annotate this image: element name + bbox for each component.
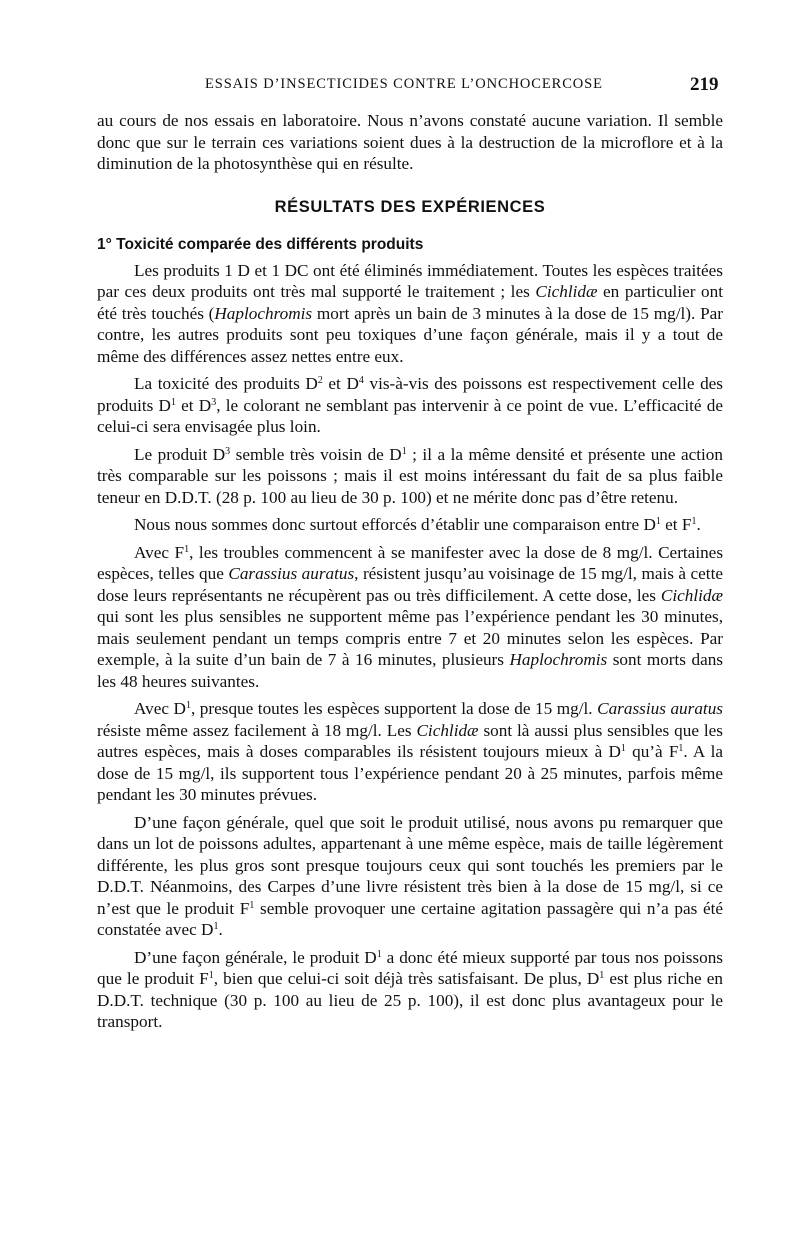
superscript: 4: [358, 375, 364, 386]
species-name: Cichlidæ: [416, 720, 479, 740]
superscript: 3: [225, 445, 231, 457]
text-run: sont là aussi plus sensibles que les autres espèces, mais à doses comparables ils résistent toujours mieux à D: [97, 720, 723, 761]
text-run: vis-à-vis des poissons est respectivement celle des produits D: [97, 374, 723, 415]
text-run: sont morts dans les 48 heures suivantes.: [97, 650, 723, 691]
running-title: ESSAIS D’INSECTICIDES CONTRE L’ONCHOCERCOSE: [205, 76, 603, 92]
paragraph-product-d3: [97, 444, 723, 509]
superscript: 1: [376, 948, 382, 960]
body-text: [97, 110, 723, 1039]
paragraph-product-f1: [97, 542, 723, 693]
text-run: et F: [660, 515, 692, 534]
text-run: Avec D: [134, 699, 186, 718]
paragraph-product-d1: [97, 698, 723, 806]
text-run: D’une façon générale, le produit D: [134, 947, 377, 967]
superscript: 1: [249, 899, 255, 911]
text-run: et D: [322, 374, 359, 393]
text-run: , résistent jusqu’au voisinage de 15 mg/l, mais à cette dose leurs représentants ne récupèrent pas ou très difficilement. A cette dose, les: [97, 564, 723, 605]
superscript: 1: [401, 445, 407, 457]
superscript: 1: [213, 921, 219, 932]
section-title: RÉSULTATS DES EXPÉRIENCES: [274, 197, 546, 216]
text-run: Nous nous sommes donc surtout efforcés d’établir une comparaison entre D: [134, 515, 656, 534]
superscript: 2: [317, 375, 323, 386]
text-run: et D: [175, 395, 212, 415]
text-run: , le colorant ne semblant pas intervenir à ce point de vue. L’efficacité de celui-ci sera envisagée plus loin.: [97, 395, 723, 436]
superscript: 3: [211, 396, 217, 408]
text-run: , les troubles commencent à se manifester avec la dose de 8 mg/l. Certaines espèces, telles que: [97, 542, 724, 583]
species-name: Cichlidæ: [660, 585, 723, 605]
subsection-title: 1° Toxicité comparée des différents produits: [97, 236, 424, 253]
superscript: 1: [185, 700, 191, 711]
superscript: 1: [678, 743, 684, 754]
text-run: semble provoquer une certaine agitation passagère qui n’a pas été constatée avec D: [97, 898, 723, 939]
superscript: 1: [691, 516, 697, 527]
paragraph-toxicity-1d-1dc: [97, 260, 723, 368]
text-run: résiste même assez facilement à 18 mg/l. Les: [97, 720, 417, 740]
text-run: , presque toutes les espèces supportent la dose de 15 mg/l.: [190, 699, 598, 718]
text-run: est plus riche en D.D.T. technique (30 p. 100 au lieu de 25 p. 100), il est donc plus avantageux pour le transport.: [97, 969, 724, 1031]
superscript: 1: [599, 970, 605, 981]
species-name: Carassius auratus: [228, 564, 355, 583]
superscript: 1: [655, 516, 661, 527]
paragraph-fish-size: [97, 812, 723, 941]
species-name: Cichlidæ: [535, 282, 598, 301]
text-run: La toxicité des produits D: [134, 374, 318, 393]
text-run: Le produit D: [134, 444, 226, 464]
text-run: D’une façon générale, quel que soit le produit utilisé, nous avons pu remarquer que dans un lot de poissons adultes, appartenant à une même espèce, mais de taille légèrement différente, les plus gros sont presque toujours ceux qui sont touchés les premiers par le D.D.T. Néanmoins, des Carpes d’une livre résistent très bien à la dose de 15 mg/l, si ce n’est que le produit F: [97, 812, 723, 918]
running-header: [0, 74, 800, 98]
text-run: Avec F: [134, 542, 185, 562]
superscript: 1: [208, 970, 214, 981]
paragraph-toxicity-d2-d4: [97, 373, 723, 438]
text-run: ; il a la même densité et présente une action très comparable sur les poissons ; mais il est moins intéressant du fait de sa plus faible teneur en D.D.T. (28 p. 100 au lieu de 30 p. 100) et ne mérite donc pas d’être retenu.: [97, 444, 723, 507]
species-name: Haplochromis: [214, 303, 313, 323]
text-run: mort après un bain de 3 minutes à la dose de 15 mg/l). Par contre, les autres produits sont peu toxiques d’une façon générale, mais il y a tout de même des différences assez nettes entre eux.: [97, 303, 724, 366]
paragraph-comparison-d1-f1: [97, 514, 723, 536]
text-run: semble très voisin de D: [230, 444, 402, 464]
text-run: .: [218, 920, 223, 939]
text-run: Les produits 1 D et 1 DC ont été éliminés immédiatement. Toutes les espèces traitées par ces deux produits ont très mal supporté le traitement ; les: [97, 260, 723, 301]
paragraph-conclusion: [97, 947, 723, 1033]
superscript: 1: [620, 743, 626, 754]
text-run: en particulier ont été très touchés (: [97, 282, 724, 323]
text-run: qui sont les plus sensibles ne supportent même pas l’expérience pendant les 30 minutes, mais seulement pendant un temps compris entre 7 et 20 minutes selon les espèces. Par exemple, à la suite d’un bain de 7 à 16 minutes, plusieurs: [97, 607, 723, 669]
superscript: 1: [170, 396, 176, 408]
text-run: .: [696, 515, 701, 534]
text-run: a donc été mieux supporté par tous nos poissons que le produit F: [97, 947, 723, 988]
intro-paragraph: au cours de nos essais en laboratoire. Nous n’avons constaté aucune variation. Il semble donc que sur le terrain ces variations soient dues à la destruction de la microflore et à la diminution de la photosynthèse qui en résulte.: [97, 111, 723, 173]
text-run: qu’à F: [625, 742, 679, 761]
species-name: Haplochromis: [509, 650, 608, 669]
text-run: , bien que celui-ci soit déjà très satisfaisant. De plus, D: [213, 969, 600, 988]
superscript: 1: [184, 543, 190, 555]
page-number: 219: [690, 74, 719, 95]
species-name: Carassius auratus: [597, 699, 723, 718]
text-run: . A la dose de 15 mg/l, ils supportent tous l’expérience pendant 20 à 25 minutes, parfois même pendant les 30 minutes prévues.: [97, 742, 723, 804]
